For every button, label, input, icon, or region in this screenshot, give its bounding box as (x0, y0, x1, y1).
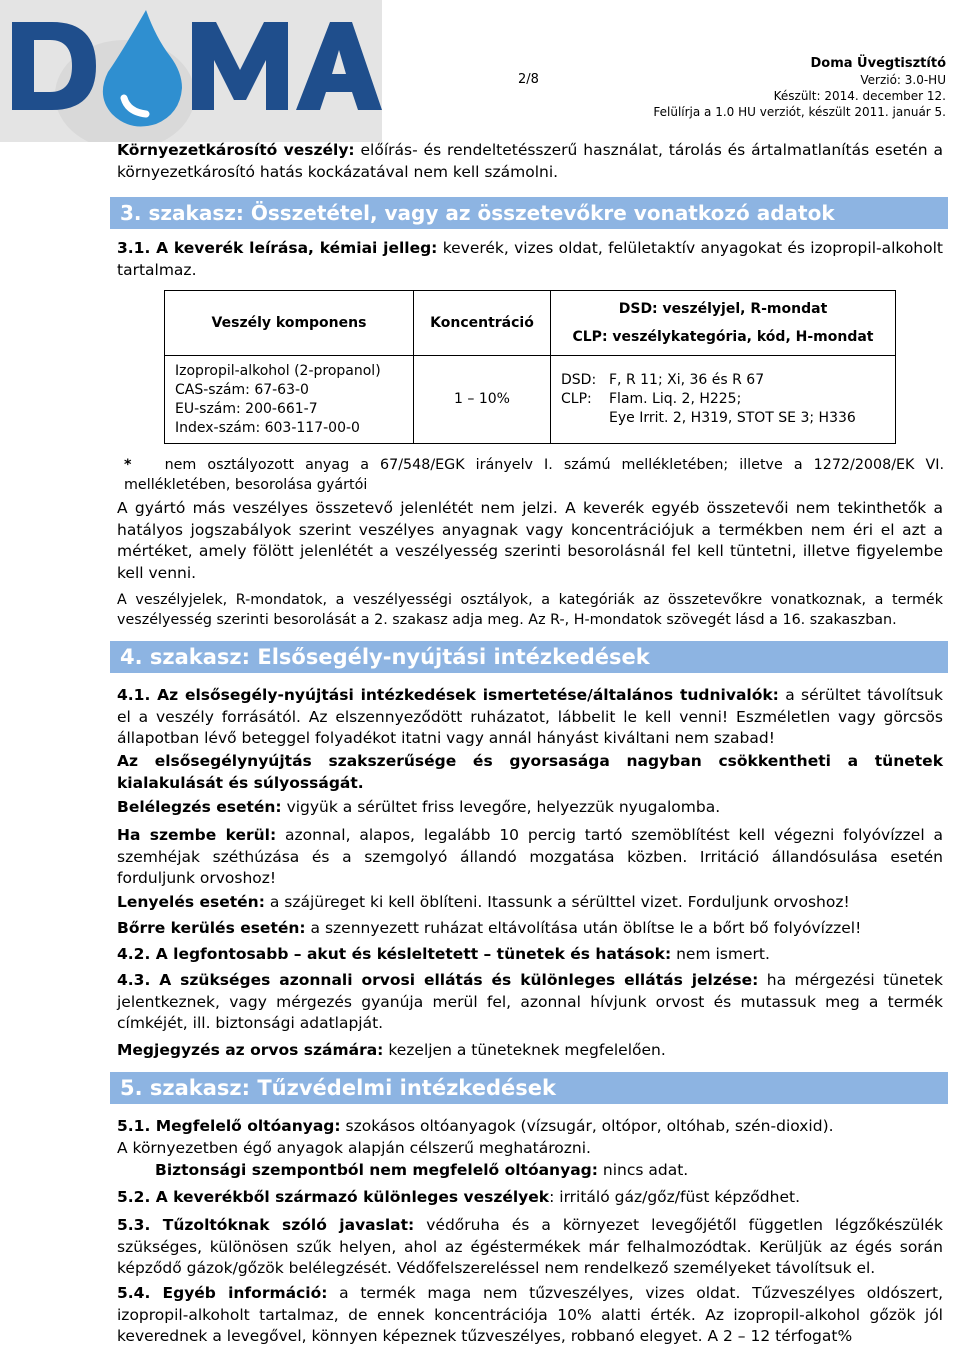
section-5-1-text: szokásos oltóanyagok (vízsugár, oltópor, oltóhab, szén-dioxid). (340, 1117, 834, 1135)
section-5-2-label: 5.2. A keverékből származó különleges veszélyek (117, 1188, 550, 1206)
physician-note-paragraph (117, 1040, 943, 1062)
header-concentration: Koncentráció (414, 291, 551, 356)
eu-number: EU-szám: 200-661-7 (175, 400, 318, 417)
eye-contact-paragraph (117, 825, 943, 890)
company-logo (0, 0, 382, 142)
skin-contact-paragraph (117, 918, 943, 940)
section-3-1-paragraph (117, 238, 943, 281)
section-5-3-paragraph (117, 1215, 943, 1280)
section-4-heading: 4. szakasz: Elsősegély-nyújtási intézkedések (110, 641, 948, 673)
ingestion-text: a szájüreget ki kell öblíteni. Itassunk a sérülttel vizet. Forduljunk orvoshoz! (264, 893, 850, 911)
section-4-2-paragraph (117, 944, 943, 966)
clp-value-continued: Eye Irrit. 2, H319, STOT SE 3; H336 (609, 410, 856, 427)
clp-label: CLP: (561, 391, 592, 408)
environmental-hazard-text: előírás- és rendeltetésszerű használat, tárolás és ártalmatlanítás esetén a környezetkárosító hatás kockázatával nem kell számolni. (117, 141, 943, 181)
header-clp: CLP: veszélykategória, kód, H-mondat (572, 329, 874, 346)
classification-cell (551, 356, 896, 444)
dsd-label: DSD: (561, 372, 597, 389)
overrides-note: Felülírja a 1.0 HU verziót, készült 2011. január 5. (653, 105, 946, 119)
first-aid-bold-note: Az elsősegélynyújtás szakszerűsége és gyorsasága nagyban csökkentheti a tünetek kialakulását és súlyosságát. (117, 752, 943, 792)
section-3-heading: 3. szakasz: Összetétel, vagy az összetevőkre vonatkozó adatok (110, 197, 948, 229)
table-row (165, 356, 896, 444)
ingestion-paragraph (117, 892, 943, 914)
skin-contact-label: Bőrre kerülés esetén: (117, 919, 306, 937)
section-4-3-text: ha mérgezési tünetek jelentkeznek, vagy mérgezés gyanúja merül fel, azonnal hívjunk orvost és mutassuk meg a termék címkéjét, ill. biztonsági adatlapját. (117, 971, 943, 1032)
environmental-hazard-paragraph (117, 140, 943, 183)
section-4-2-label: 4.2. A legfontosabb – akut és késleltetett – tünetek és hatások: (117, 945, 672, 963)
section-5-4-text: a termék maga nem tűzveszélyes, vizes oldat. Tűzveszélyes oldószert, izopropil-alkoholt tartalmaz, de ennek koncentrációja 10% alatti érték. Az izopropil-alkohol gőzök jól keverednek a levegővel, könnyen képeznek tűzveszélyes, robbanó elegyet. A 2 – 12 térfogat% (117, 1284, 943, 1345)
dsd-value: F, R 11; Xi, 36 és R 67 (609, 372, 765, 389)
header-classification (551, 291, 896, 356)
inhalation-label: Belélegzés esetén: (117, 798, 282, 816)
eye-contact-text: azonnal, alapos, legalább 10 percig tartó szemöblítést kell végezni folyóvízzel a szemhéjak széthúzása és a szemgolyó állandó mozgatása közben. Irritáció állandósulása esetén forduljunk orvoshoz! (117, 826, 943, 887)
page-number: 2/8 (518, 72, 539, 87)
skin-contact-text: a szennyezett ruházat eltávolítása után öblítse le a bőrt bő folyóvízzel! (305, 919, 862, 937)
section-3-1-label: 3.1. A keverék leírása, kémiai jelleg: (117, 239, 438, 257)
footnote-marker: * (124, 457, 132, 473)
version: Verzió: 3.0-HU (860, 73, 946, 87)
section-5-1-label: 5.1. Megfelelő oltóanyag: (117, 1117, 341, 1135)
environmental-hazard-label: Környezetkárosító veszély: (117, 141, 355, 159)
section-5-2-paragraph (117, 1187, 943, 1209)
section-4-2-text: nem ismert. (671, 945, 770, 963)
document-header-info (653, 56, 946, 120)
physician-note-text: kezeljen a tüneteknek megfelelően. (383, 1041, 666, 1059)
inhalation-text: vigyük a sérültet friss levegőre, helyezzük nyugalomba. (281, 798, 721, 816)
section-3-paragraph-2: A veszélyjelek, R-mondatok, a veszélyességi osztályok, a kategóriák az összetevőkre vonatkoznak, a termék veszélyesség szerinti besorolását a 2. szakasz adja meg. Az R-, H-mondatok szövegét lásd a 16. szakaszban. (117, 592, 943, 628)
unsuitable-media-text: nincs adat. (597, 1161, 689, 1179)
section-4-1-paragraph (117, 685, 943, 750)
section-4-3-label: 4.3. A szükséges azonnali orvosi ellátás és különleges ellátás jelzése: (117, 971, 759, 989)
section-5-3-text: védőruha és a környezet levegőjétől független légzőkészülék szükséges, különösen szűk helyen, ahol az égéstermékek már felhalmozódtak. Kerüljük az égés során képződő gázok/gőzök belélegzését. Védőfelszereléssel nem rendelkező személyeket távolítsuk el. (117, 1216, 944, 1277)
ingestion-label: Lenyelés esetén: (117, 893, 265, 911)
component-name: Izopropil-alkohol (2-propanol) (175, 362, 381, 379)
unsuitable-media-paragraph (155, 1160, 943, 1182)
section-3-paragraph-1: A gyártó más veszélyes összetevő jelenlétét nem jelzi. A keverék egyéb összetevői nem tekinthetők a hatályos jogszabályok szerint veszélyes anyagnak vagy koncentrációjuk a termékben nem éri el azt a mértéket, amely fölött jelenlétét a veszélyesség szerinti besorolásnál fel kell tüntetni, illetve figyelembe kell venni. (117, 499, 943, 582)
created-date: Készült: 2014. december 12. (773, 89, 946, 103)
section-5-4-label: 5.4. Egyéb információ: (117, 1284, 328, 1302)
table-header-row (165, 291, 896, 356)
composition-table (164, 290, 896, 444)
inhalation-paragraph (117, 797, 943, 819)
section-4-1-text: a sérültet távolítsuk el a veszély forrásától. Az elszennyeződött ruházatot, lábbelit le kell venni! Eszméletlen vagy görcsös állapotban lévő beteggel folyadékot itatni vagy annál hányást kiváltani nem szabad! (117, 686, 943, 747)
footnote-text: nem osztályozott anyag a 67/548/EGK irányelv I. számú mellékletében; illetve a 1272/2008/EK VI. mellékletében, besorolása gyártói (124, 457, 944, 493)
component-cell (165, 356, 414, 444)
header-dsd: DSD: veszélyjel, R-mondat (618, 301, 828, 318)
section-5-2-text: : irritáló gáz/gőz/füst képződhet. (549, 1188, 800, 1206)
company-name: Doma Üvegtisztító (810, 56, 946, 71)
section-5-4-paragraph (117, 1283, 943, 1348)
section-4-1-label: 4.1. Az elsősegély-nyújtási intézkedések ismertetése/általános tudnivalók: (117, 686, 779, 704)
section-5-1-paragraph (117, 1116, 943, 1138)
header-component: Veszély komponens (165, 291, 414, 356)
section-5-3-label: 5.3. Tűzoltóknak szóló javaslat: (117, 1216, 415, 1234)
section-3-1-text: keverék, vizes oldat, felületaktív anyagokat és izopropil-alkoholt tartalmaz. (117, 239, 943, 279)
section-5-1-line-2: A környezetben égő anyagok alapján célszerű meghatározni. (117, 1139, 591, 1157)
concentration-cell: 1 – 10% (414, 356, 551, 444)
physician-note-label: Megjegyzés az orvos számára: (117, 1041, 384, 1059)
cas-number: CAS-szám: 67-63-0 (175, 381, 309, 398)
index-number: Index-szám: 603-117-00-0 (175, 419, 360, 436)
unsuitable-media-label: Biztonsági szempontból nem megfelelő oltóanyag: (155, 1161, 598, 1179)
eye-contact-label: Ha szembe kerül: (117, 826, 277, 844)
table-footnote (124, 455, 944, 495)
section-5-heading: 5. szakasz: Tűzvédelmi intézkedések (110, 1072, 948, 1104)
section-4-3-paragraph (117, 970, 943, 1035)
clp-value: Flam. Liq. 2, H225; (609, 391, 742, 408)
